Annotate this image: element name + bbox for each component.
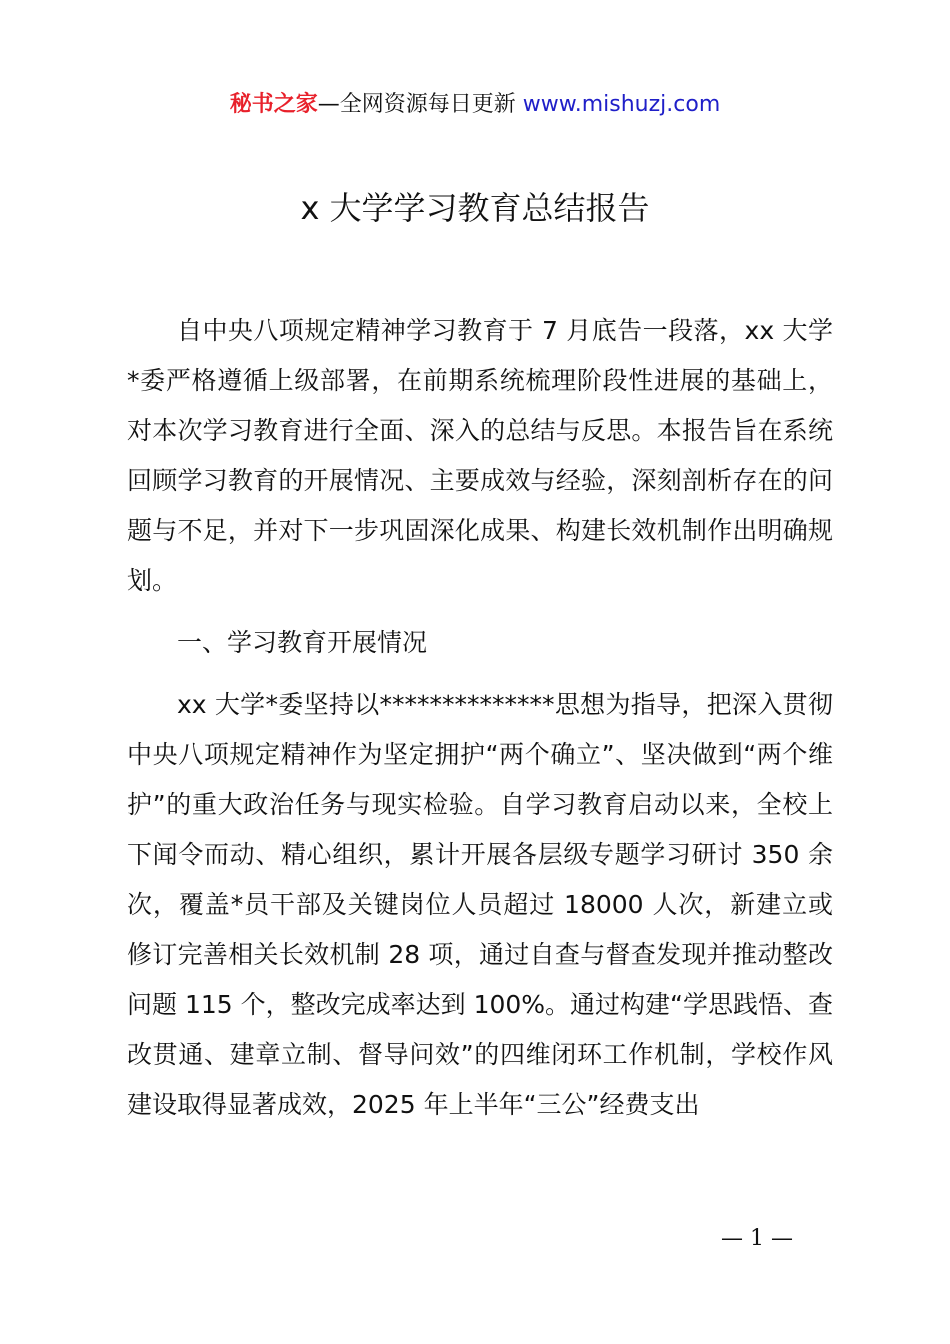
document-title: x 大学学习教育总结报告 [300, 189, 650, 227]
page-number: — 1 — [721, 1226, 793, 1251]
brand-name: 秘书之家 [229, 92, 318, 117]
site-url-link[interactable]: www.mishuzj.com [522, 92, 721, 117]
site-header [0, 88, 950, 122]
section-heading: 一、学习教育开展情况 [177, 628, 428, 657]
section-paragraph: xx 大学*委坚持以**************思想为指导，把深入贯彻中央八项规定精神作为坚定拥护“两个确立”、坚决做到“两个维护”的重大政治任务与现实检验。自学习教育启动以来，全校上下闻令而动、精心组织，累计开展各层级专题学习研讨 350 余次，覆盖*员干部及关键岗位人员超过 18000 人次，新建立或修订完善相关长效机制 28 项，通过自查与督查发现并推动整改问题 115 个，整改完成率达到 100%。通过构建“学思践悟、查改贯通、建章立制、督导问效”的四维闭环工作机制，学校作风建设取得显著成效，2025 年上半年“三公”经费支出 [127, 690, 833, 1119]
document-body [127, 306, 833, 1130]
header-tagline: —全网资源每日更新 [317, 92, 523, 117]
intro-paragraph: 自中央八项规定精神学习教育于 7 月底告一段落，xx 大学*委严格遵循上级部署，在前期系统梳理阶段性进展的基础上，对本次学习教育进行全面、深入的总结与反思。本报告旨在系统回顾学习教育的开展情况、主要成效与经验，深刻剖析存在的问题与不足，并对下一步巩固深化成果、构建长效机制作出明确规划。 [127, 316, 833, 595]
